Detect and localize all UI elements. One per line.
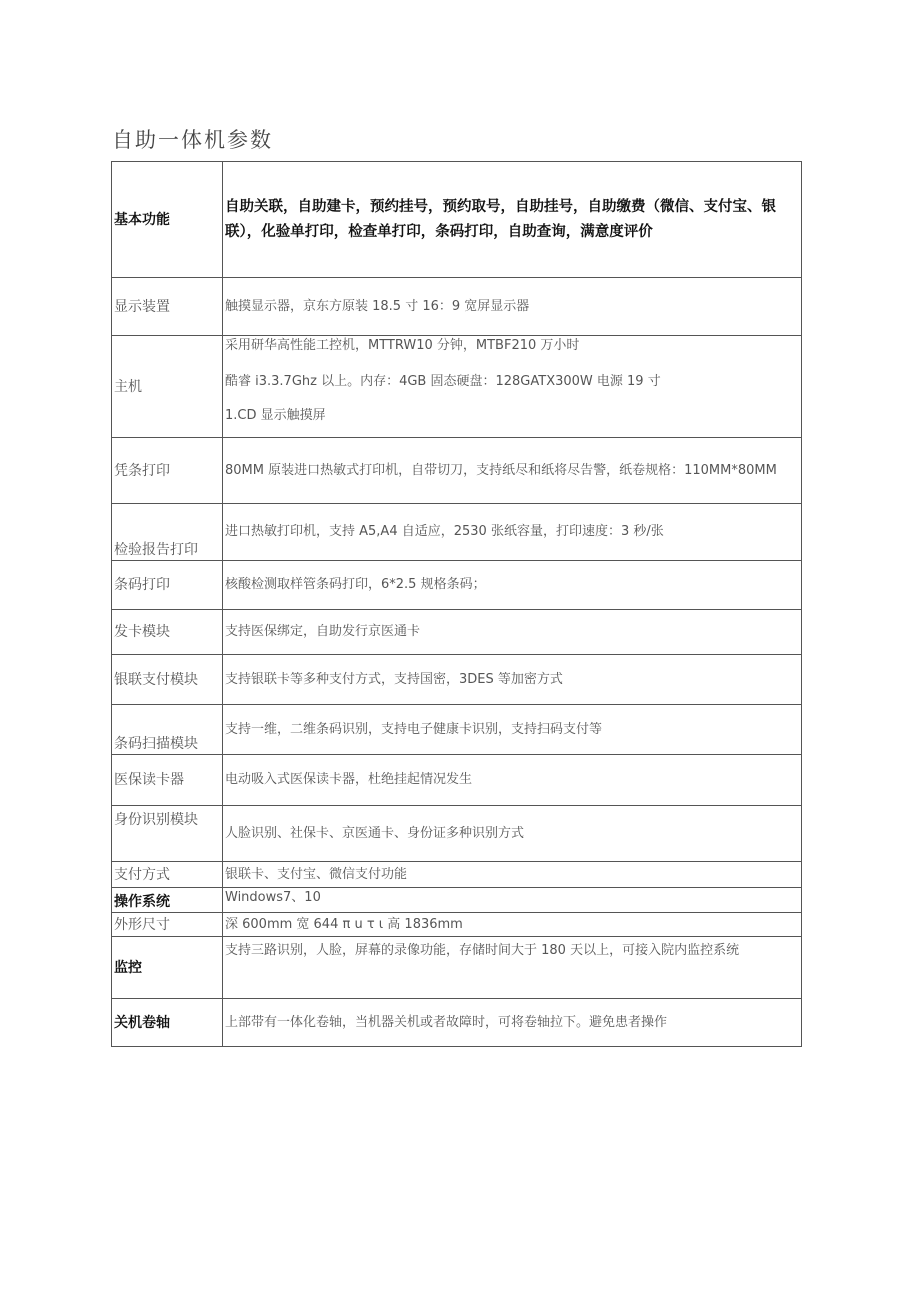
row-label: 关机卷轴 xyxy=(112,999,223,1047)
row-value: Windows7、10 xyxy=(223,888,802,913)
row-value xyxy=(223,336,802,438)
document-title: 自助一体机参数 xyxy=(112,128,273,152)
row-label: 条码扫描模块 xyxy=(112,705,223,755)
row-value: 触摸显示器，京东方原装 18.5 寸 16：9 宽屏显示器 xyxy=(223,278,802,336)
row-value: 支持三路识别，人脸，屏幕的录像功能，存储时间大于 180 天以上，可接入院内监控系统 xyxy=(223,937,802,999)
table-row xyxy=(112,278,802,336)
table-row xyxy=(112,999,802,1047)
table-row xyxy=(112,913,802,937)
table-row xyxy=(112,438,802,504)
table-row xyxy=(112,162,802,278)
host-spec-line: 采用研华高性能工控机，MTTRW10 分钟，MTBF210 万小时 xyxy=(225,338,580,353)
row-value: 支持医保绑定，自助发行京医通卡 xyxy=(223,610,802,655)
table-row xyxy=(112,755,802,806)
row-label: 基本功能 xyxy=(112,162,223,278)
row-label: 银联支付模块 xyxy=(112,655,223,705)
row-value: 电动吸入式医保读卡器，杜绝挂起情况发生 xyxy=(223,755,802,806)
row-value: 80MM 原装进口热敏式打印机，自带切刀，支持纸尽和纸将尽告警，纸卷规格：110MM*80MM xyxy=(223,438,802,504)
row-label: 身份识别模块 xyxy=(112,806,223,862)
row-label: 医保读卡器 xyxy=(112,755,223,806)
row-value: 支持一维，二维条码识别，支持电子健康卡识别，支持扫码支付等 xyxy=(223,705,802,755)
table-row xyxy=(112,655,802,705)
row-label: 条码打印 xyxy=(112,561,223,610)
row-label: 凭条打印 xyxy=(112,438,223,504)
row-value: 人脸识别、社保卡、京医通卡、身份证多种识别方式 xyxy=(223,806,802,862)
row-value: 进口热敏打印机，支持 A5,A4 自适应，2530 张纸容量，打印速度：3 秒/张 xyxy=(223,504,802,561)
spec-table xyxy=(111,161,802,1047)
row-label: 外形尺寸 xyxy=(112,913,223,937)
row-label: 显示装置 xyxy=(112,278,223,336)
host-spec-line: 1.CD 显示触摸屏 xyxy=(225,408,326,423)
host-spec-line: 酷睿 i3.3.7Ghz 以上。内存：4GB 固态硬盘：128GATX300W 电源 19 寸 xyxy=(225,374,661,389)
row-value: 上部带有一体化卷轴，当机器关机或者故障时，可将卷轴拉下。避免患者操作 xyxy=(223,999,802,1047)
row-value: 深 600mm 宽 644 π u τ ι 高 1836mm xyxy=(223,913,802,937)
table-row xyxy=(112,561,802,610)
table-row xyxy=(112,888,802,913)
row-label: 检验报告打印 xyxy=(112,504,223,561)
row-label: 发卡模块 xyxy=(112,610,223,655)
row-label: 监控 xyxy=(112,937,223,999)
table-row xyxy=(112,937,802,999)
row-value: 核酸检测取样管条码打印，6*2.5 规格条码； xyxy=(223,561,802,610)
row-label: 支付方式 xyxy=(112,862,223,888)
table-row xyxy=(112,705,802,755)
table-row xyxy=(112,504,802,561)
table-row xyxy=(112,610,802,655)
table-row xyxy=(112,806,802,862)
row-value: 支持银联卡等多种支付方式，支持国密，3DES 等加密方式 xyxy=(223,655,802,705)
row-value: 银联卡、支付宝、微信支付功能 xyxy=(223,862,802,888)
row-label: 主机 xyxy=(112,336,223,438)
table-row xyxy=(112,862,802,888)
row-label: 操作系统 xyxy=(112,888,223,913)
row-value: 自助关联，自助建卡，预约挂号，预约取号，自助挂号，自助缴费（微信、支付宝、银联），化验单打印，检查单打印，条码打印，自助查询，满意度评价 xyxy=(223,162,802,278)
table-row xyxy=(112,336,802,438)
